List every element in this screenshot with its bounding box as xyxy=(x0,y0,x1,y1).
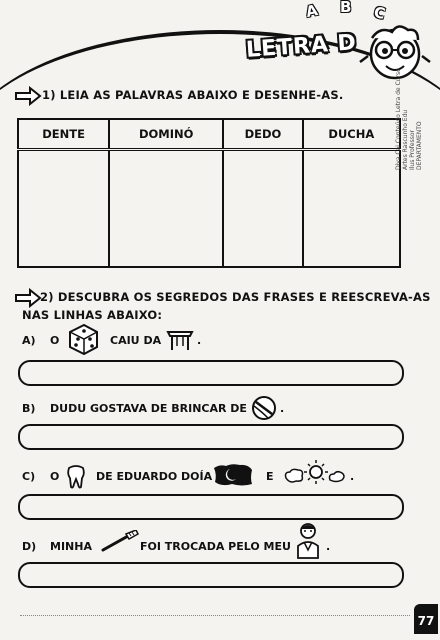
question-2-title: 2) DESCUBRA OS SEGREDOS DAS FRASES E REESCREVA-AS xyxy=(40,290,431,304)
question-2-title-line2: NAS LINHAS ABAIXO: xyxy=(22,308,163,322)
column-header: DOMINÓ xyxy=(109,119,223,150)
dentist-icon xyxy=(292,520,324,560)
arrow-icon xyxy=(14,86,42,106)
ball-icon xyxy=(250,394,278,422)
drawing-cell[interactable] xyxy=(223,150,302,268)
letter-c: C xyxy=(371,2,388,24)
item-d-period: . xyxy=(326,540,331,553)
item-c-text: E xyxy=(266,470,274,483)
column-header: DENTE xyxy=(18,119,109,150)
item-b-letter: B) xyxy=(22,402,36,415)
column-header: DEDO xyxy=(223,119,302,150)
item-d-text: FOI TROCADA PELO MEU xyxy=(140,540,291,553)
column-header: DUCHA xyxy=(303,119,400,150)
item-c-period: . xyxy=(350,470,355,483)
item-a-text: O xyxy=(50,334,60,347)
item-b-text: DUDU GOSTAVA DE BRINCAR DE xyxy=(50,402,247,415)
question-1-title: 1) LEIA AS PALAVRAS ABAIXO E DESENHE-AS. xyxy=(42,88,344,102)
answer-line-b[interactable] xyxy=(18,424,404,450)
item-d-text: MINHA xyxy=(50,540,92,553)
page-title: LETRA D xyxy=(245,30,358,63)
answer-line-a[interactable] xyxy=(18,360,404,386)
tooth-icon xyxy=(66,464,86,490)
answer-line-d[interactable] xyxy=(18,562,404,588)
item-a-text: CAIU DA xyxy=(110,334,162,347)
night-icon xyxy=(212,462,254,488)
toothbrush-icon xyxy=(100,530,140,554)
drawing-table xyxy=(17,118,401,268)
dice-icon xyxy=(66,322,100,356)
item-c-text: O xyxy=(50,470,60,483)
side-credit: Diva Cai Conteúdo Letra de Curso Artes Rascunho Edu Ilus Professor DEPARTAMENTO xyxy=(395,68,423,170)
drawing-cell[interactable] xyxy=(109,150,223,268)
item-c-letter: C) xyxy=(22,470,36,483)
page-number: 77 xyxy=(414,604,438,634)
item-a-letter: A) xyxy=(22,334,36,347)
arrow-icon xyxy=(14,288,42,308)
day-icon xyxy=(282,458,346,488)
letter-a: A xyxy=(304,0,320,22)
letter-b: B xyxy=(340,0,352,16)
answer-line-c[interactable] xyxy=(18,494,404,520)
item-b-period: . xyxy=(280,402,285,415)
table-icon xyxy=(166,326,194,352)
drawing-cell[interactable] xyxy=(18,150,109,268)
item-c-text: DE EDUARDO DOÍA xyxy=(96,470,213,483)
drawing-cell[interactable] xyxy=(303,150,400,268)
item-a-period: . xyxy=(197,334,202,347)
item-d-letter: D) xyxy=(22,540,37,553)
bottom-divider xyxy=(20,615,410,616)
